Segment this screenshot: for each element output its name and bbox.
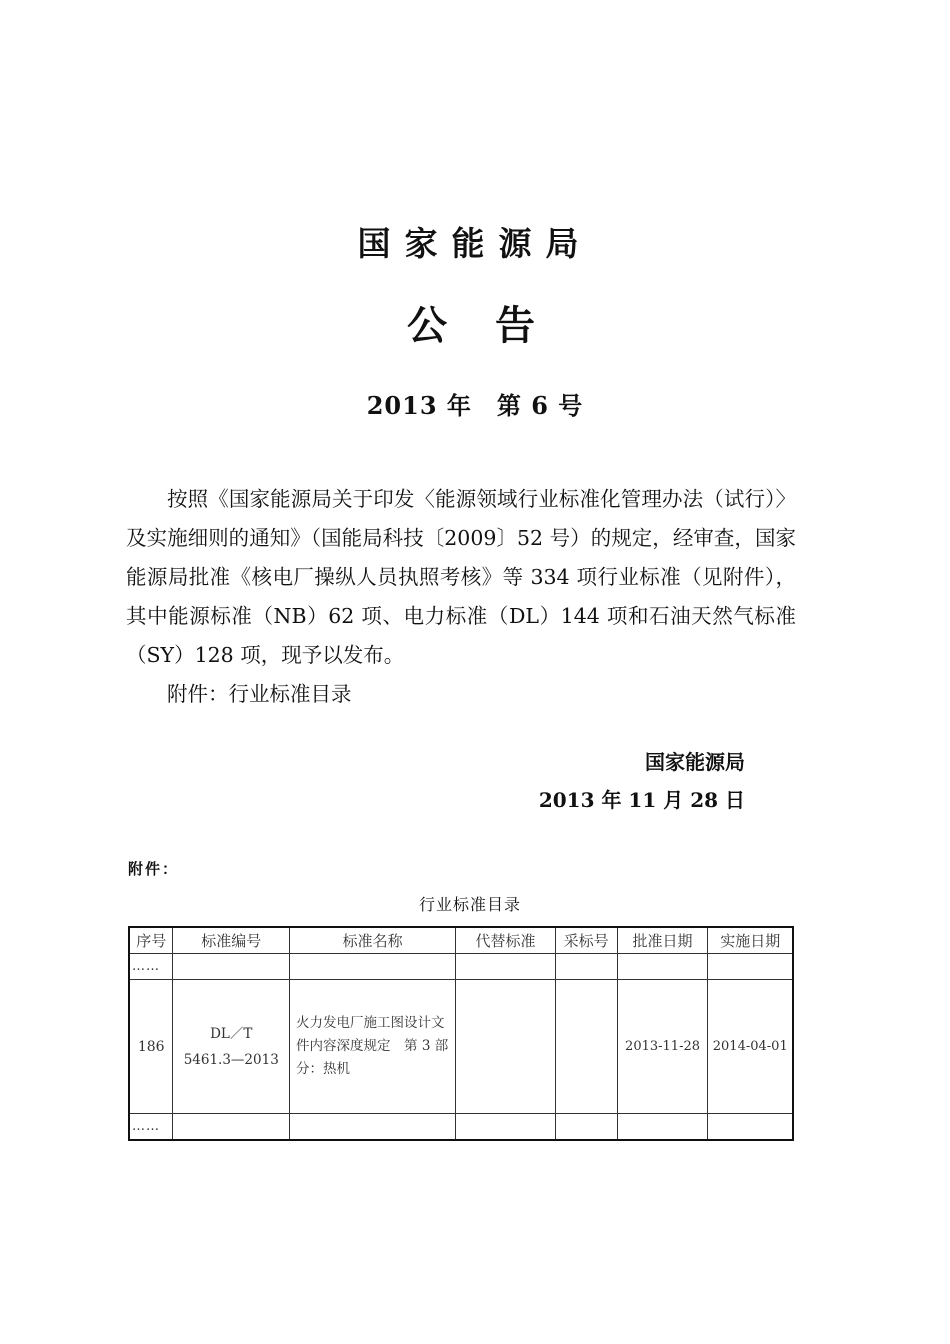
- table-row: [129, 980, 793, 1114]
- signature-date: 2013 年 11 月 28 日: [538, 788, 745, 812]
- attachment-reference: 附件：行业标准目录: [167, 682, 352, 706]
- header-effective-date: 实施日期: [708, 927, 793, 954]
- header-seq: 序号: [129, 927, 173, 954]
- row-name: 火力发电厂施工图设计文件内容深度规定 第 3 部分：热机: [290, 980, 456, 1114]
- table-row: [129, 954, 793, 980]
- row-code-number: 5461.3—2013: [183, 1051, 279, 1068]
- standards-table: [128, 926, 794, 1141]
- ellipsis-cell: ……: [129, 1114, 173, 1141]
- row-replaced: [456, 980, 556, 1114]
- header-name: 标准名称: [290, 927, 456, 954]
- notice-title: 公告: [407, 303, 583, 349]
- row-adopted: [555, 980, 617, 1114]
- notice-number: 2013 年 第 6 号: [366, 391, 584, 420]
- body-paragraph: 按照《国家能源局关于印发〈能源领域行业标准化管理办法（试行）〉及实施细则的通知》（国能局科技〔2009〕52 号）的规定，经审查，国家能源局批准《核电厂操纵人员执照考核》等 334 项行业标准（见附件），其中能源标准（NB）62 项、电力标准（DL）144 项和石油天然气标准（SY）128 项，现予以发布。: [126, 487, 796, 667]
- row-effective-date: 2014-04-01: [708, 980, 793, 1114]
- header-approve-date: 批准日期: [617, 927, 708, 954]
- signature-organization: 国家能源局: [645, 750, 745, 774]
- table-title: 行业标准目录: [418, 895, 521, 914]
- row-code: [173, 980, 290, 1114]
- header-code: 标准编号: [173, 927, 290, 954]
- header-adopted: 采标号: [555, 927, 617, 954]
- header-replaced: 代替标准: [456, 927, 556, 954]
- notice-body: [126, 480, 796, 714]
- attachment-label: 附件：: [128, 860, 180, 878]
- issuing-agency-title: 国家能源局: [357, 224, 593, 263]
- table-header-row: [129, 927, 793, 954]
- ellipsis-cell: ……: [129, 954, 173, 980]
- row-seq: 186: [129, 980, 173, 1114]
- table-row: [129, 1114, 793, 1141]
- row-code-prefix: DL／T: [210, 1025, 253, 1042]
- row-approve-date: 2013-11-28: [617, 980, 708, 1114]
